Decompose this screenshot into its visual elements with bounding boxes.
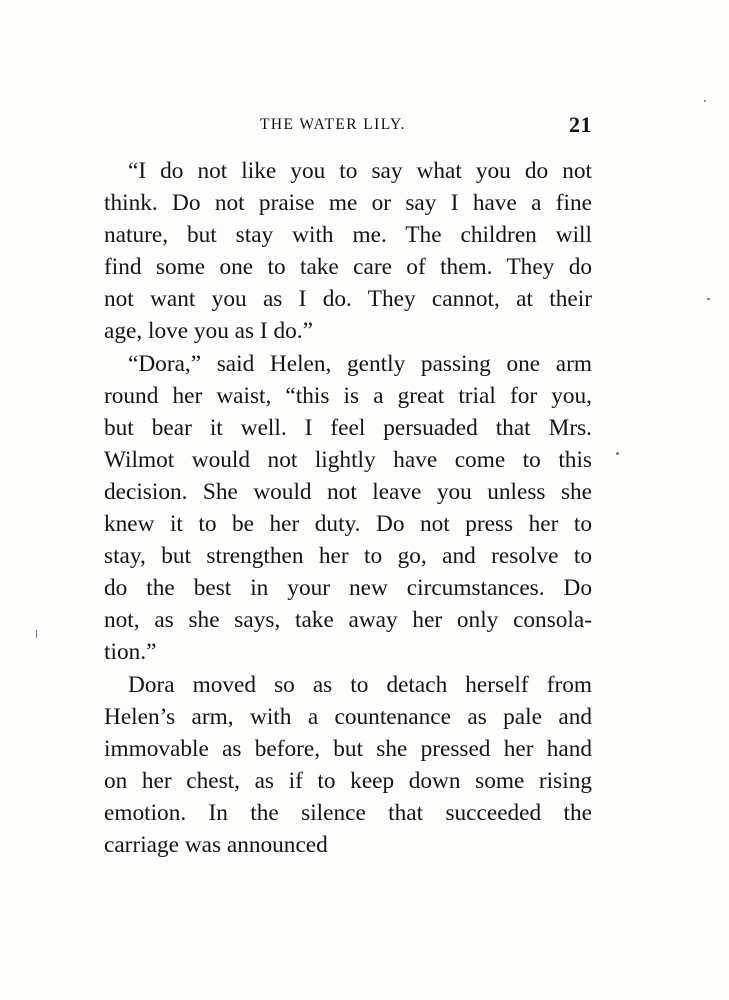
page-number: 21 — [569, 112, 592, 137]
text-line: but bear it well. I feel persuaded that Mrs. — [104, 414, 592, 441]
scan-speck — [707, 298, 710, 300]
text-line: emotion. In the silence that succeeded the — [104, 799, 592, 826]
text-line: carriage was announced — [104, 831, 328, 858]
text-line: “Dora,” said Helen, gently passing one arm — [128, 350, 592, 377]
text-line: Dora moved so as to detach herself from — [128, 671, 592, 698]
text-line: tion.” — [104, 639, 157, 666]
running-title: THE WATER LILY. — [260, 116, 406, 133]
text-line: think. Do not praise me or say I have a fine — [104, 190, 592, 217]
scan-speck — [36, 630, 37, 638]
text-line: immovable as before, but she pressed her hand — [104, 735, 592, 762]
text-line: find some one to take care of them. They do — [104, 254, 592, 281]
text-line: on her chest, as if to keep down some rising — [104, 767, 592, 794]
scan-speck — [704, 100, 706, 102]
text-line: round her waist, “this is a great trial for you, — [104, 382, 592, 409]
text-line: not want you as I do. They cannot, at their — [104, 286, 592, 313]
text-line: decision. She would not leave you unless she — [104, 478, 592, 505]
text-line: not, as she says, take away her only consola- — [104, 607, 592, 634]
text-line: Helen’s arm, with a countenance as pale and — [104, 703, 592, 730]
text-line: do the best in your new circumstances. Do — [104, 575, 592, 602]
text-line: knew it to be her duty. Do not press her to — [104, 511, 592, 538]
text-line: “I do not like you to say what you do not — [128, 158, 592, 184]
body-text — [104, 155, 592, 861]
text-line: age, love you as I do.” — [104, 318, 313, 345]
text-line: Wilmot would not lightly have come to this — [104, 446, 592, 473]
scan-speck — [616, 452, 619, 455]
text-line: stay, but strengthen her to go, and resolve to — [104, 543, 592, 570]
text-line: nature, but stay with me. The children will — [104, 222, 592, 249]
running-header — [104, 112, 592, 136]
